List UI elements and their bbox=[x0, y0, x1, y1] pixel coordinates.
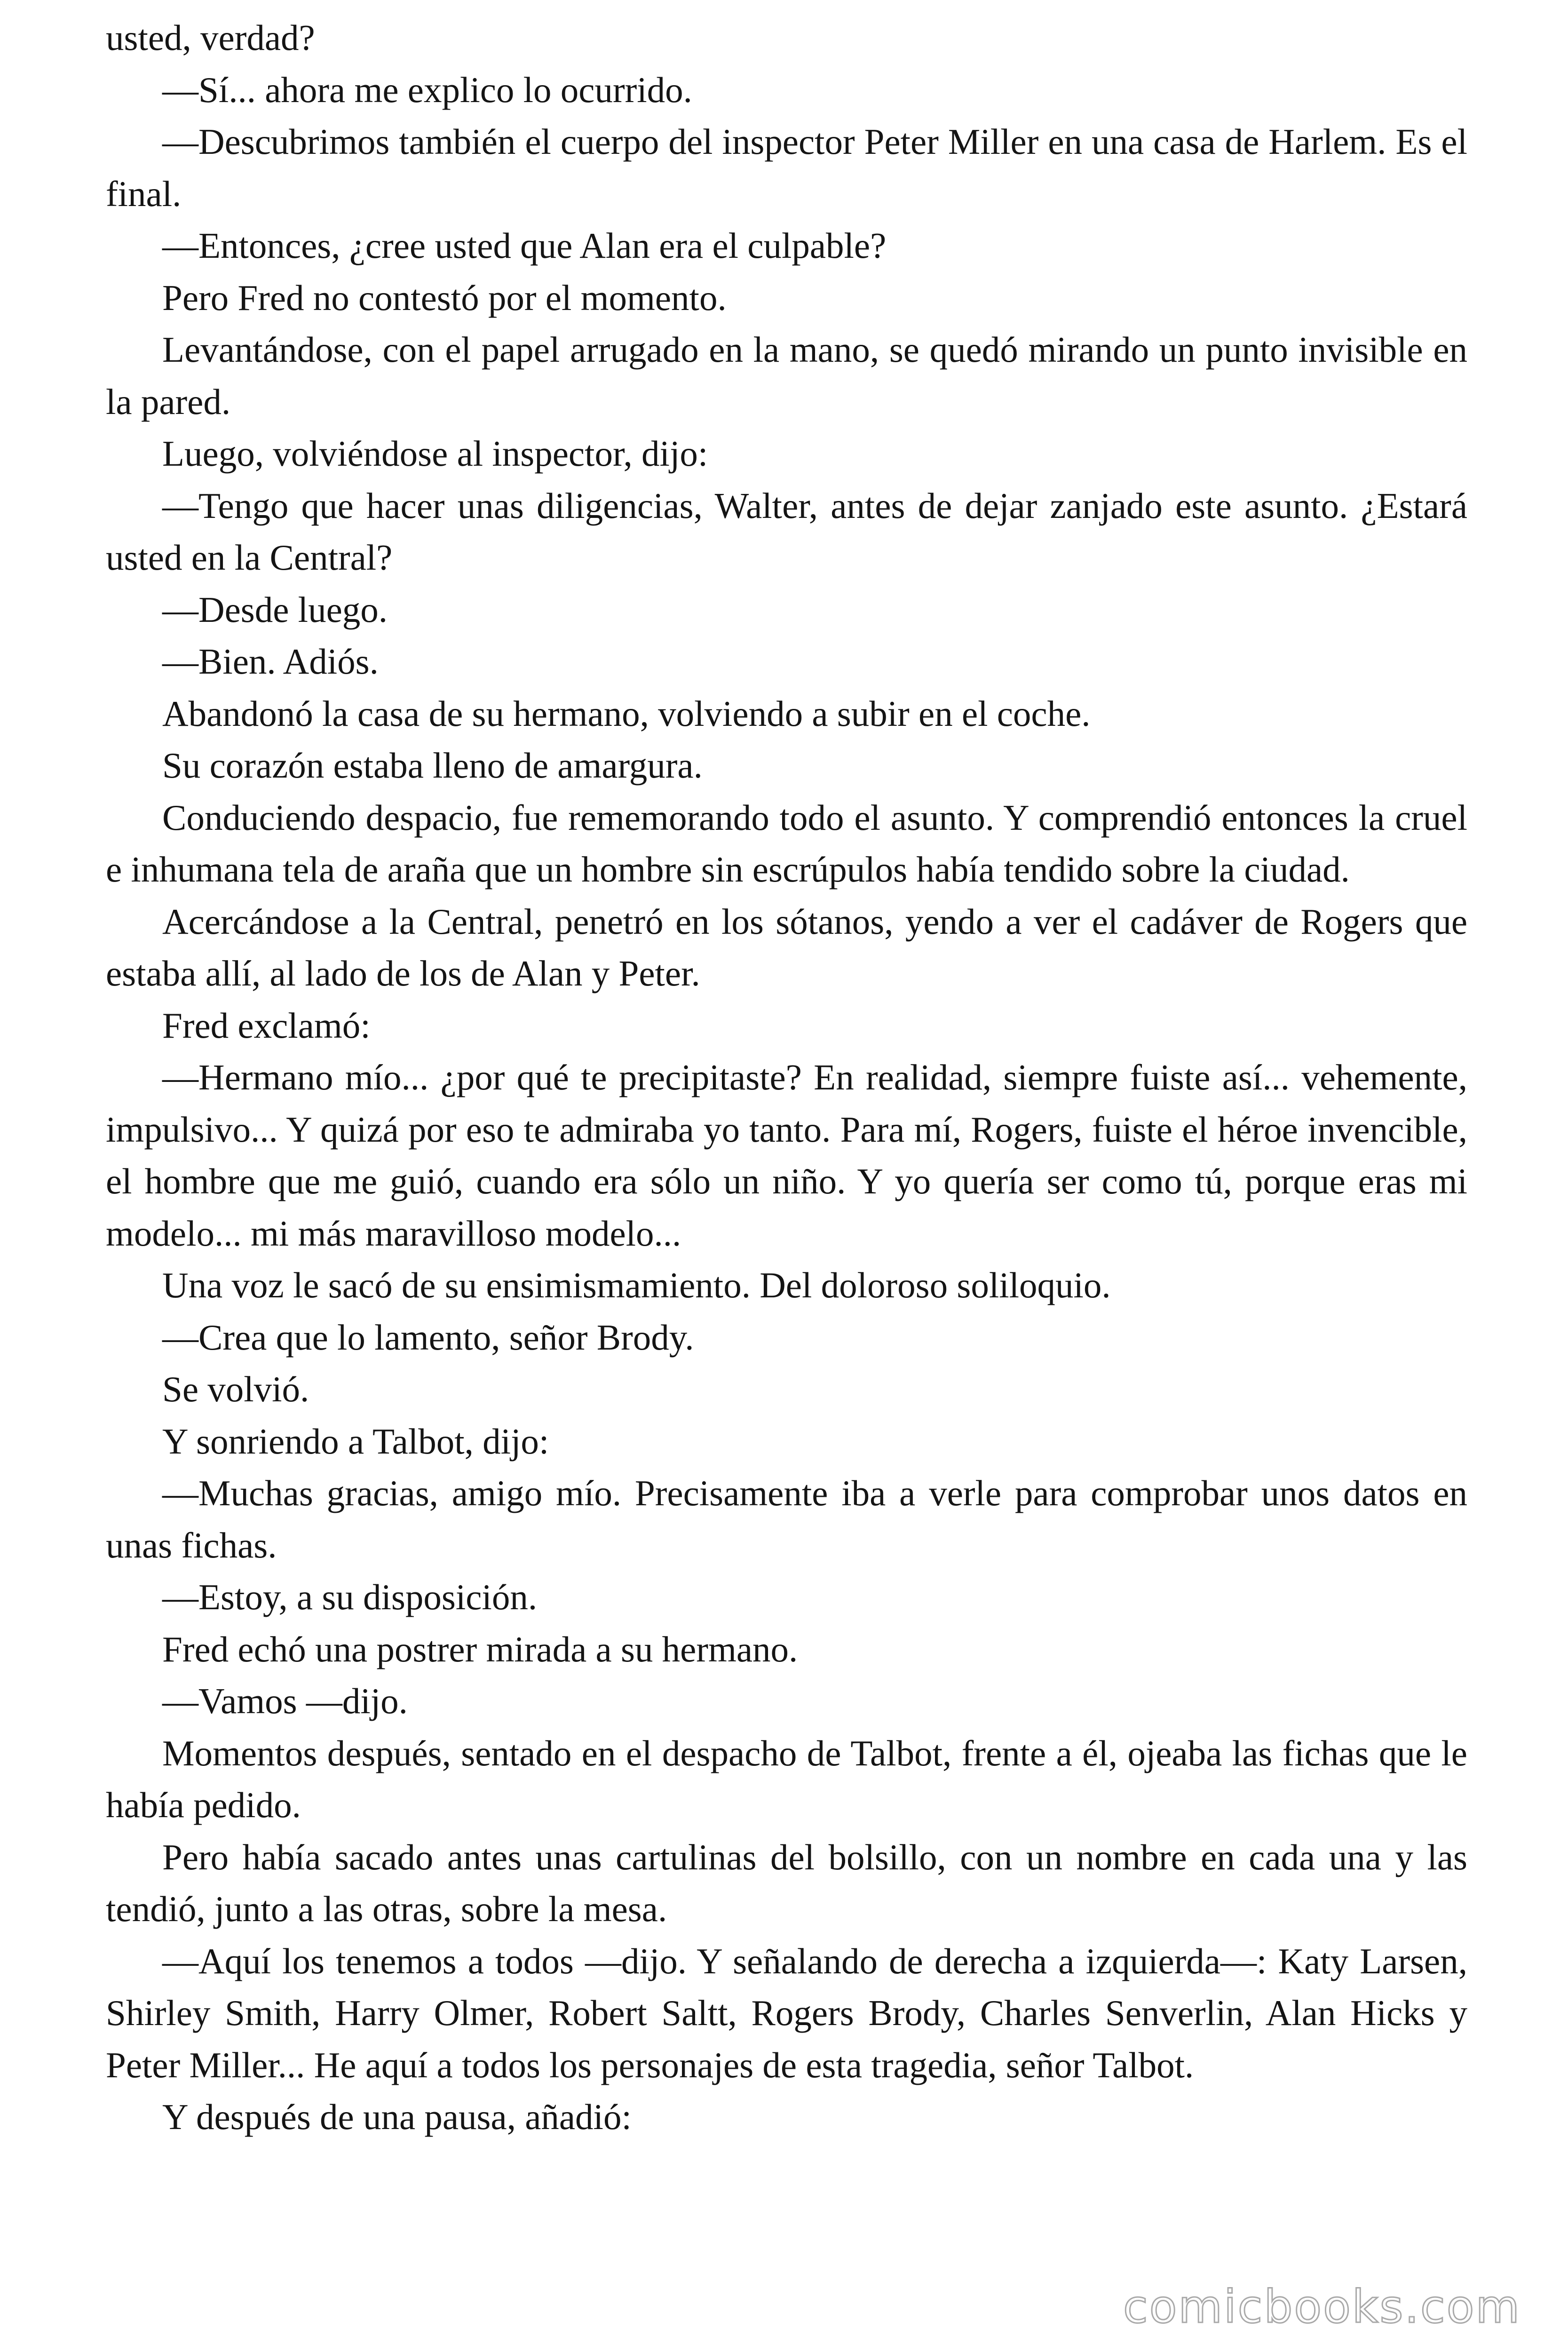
paragraph: Fred echó una postrer mirada a su hermano. bbox=[162, 1629, 798, 1669]
paragraph: Levantándose, con el papel arrugado en la mano, se quedó mirando un punto invisible en la pared. bbox=[106, 329, 1467, 422]
paragraph: usted, verdad? bbox=[106, 17, 315, 58]
paragraph: —Bien. Adiós. bbox=[162, 641, 379, 682]
paragraph: Pero había sacado antes unas cartulinas del bolsillo, con un nombre en cada una y las tendió, junto a las otras, sobre la mesa. bbox=[106, 1836, 1467, 1929]
watermark: comicbooks.com bbox=[1123, 2280, 1521, 2333]
paragraph: —Vamos —dijo. bbox=[162, 1681, 408, 1721]
paragraph: —Entonces, ¿cree usted que Alan era el culpable? bbox=[162, 225, 887, 266]
paragraph: —Desde luego. bbox=[162, 589, 388, 630]
paragraph: Y después de una pausa, añadió: bbox=[162, 2097, 632, 2137]
paragraph: Pero Fred no contestó por el momento. bbox=[162, 277, 727, 318]
paragraph: —Muchas gracias, amigo mío. Precisamente iba a verle para comprobar unos datos en unas fichas. bbox=[106, 1473, 1467, 1565]
paragraph: Fred exclamó: bbox=[162, 1005, 371, 1046]
paragraph: Acercándose a la Central, penetró en los sótanos, yendo a ver el cadáver de Rogers que estaba allí, al lado de los de Alan y Peter. bbox=[106, 901, 1467, 993]
paragraph: —Hermano mío... ¿por qué te precipitaste? En realidad, siempre fuiste así... vehemente, impulsivo... Y quizá por eso te admiraba yo tanto. Para mí, Rogers, fuiste el héroe invencible, el hombre que me guió, cuando era sólo un niño. Y yo quería ser como tú, porque eras mi modelo... mi más maravilloso modelo... bbox=[106, 1057, 1467, 1254]
paragraph: —Sí... ahora me explico lo ocurrido. bbox=[162, 69, 692, 110]
paragraph: Conduciendo despacio, fue rememorando todo el asunto. Y comprendió entonces la cruel e inhumana tela de araña que un hombre sin escrúpulos había tendido sobre la ciudad. bbox=[106, 797, 1467, 890]
paragraph: —Crea que lo lamento, señor Brody. bbox=[162, 1317, 694, 1358]
paragraph: Se volvió. bbox=[162, 1369, 309, 1409]
paragraph: —Tengo que hacer unas diligencias, Walter, antes de dejar zanjado este asunto. ¿Estará usted en la Central? bbox=[106, 485, 1467, 578]
paragraph: —Estoy, a su disposición. bbox=[162, 1577, 538, 1617]
paragraph: —Aquí los tenemos a todos —dijo. Y señalando de derecha a izquierda—: Katy Larsen, Shirley Smith, Harry Olmer, Robert Saltt, Rogers Brody, Charles Senverlin, Alan Hicks y Peter Miller... He aquí a todos los personajes de esta tragedia, señor Talbot. bbox=[106, 1940, 1467, 2085]
paragraph: Y sonriendo a Talbot, dijo: bbox=[162, 1421, 549, 1462]
paragraph: Momentos después, sentado en el despacho de Talbot, frente a él, ojeaba las fichas que le había pedido. bbox=[106, 1732, 1467, 1825]
paragraph: —Descubrimos también el cuerpo del inspector Peter Miller en una casa de Harlem. Es el final. bbox=[106, 121, 1467, 214]
paragraph: Abandonó la casa de su hermano, volviendo a subir en el coche. bbox=[162, 693, 1091, 734]
paragraph: Luego, volviéndose al inspector, dijo: bbox=[162, 433, 708, 474]
paragraph: Su corazón estaba lleno de amargura. bbox=[162, 745, 703, 786]
page-text bbox=[106, 12, 1467, 2143]
paragraph: Una voz le sacó de su ensimismamiento. Del doloroso soliloquio. bbox=[162, 1265, 1111, 1305]
